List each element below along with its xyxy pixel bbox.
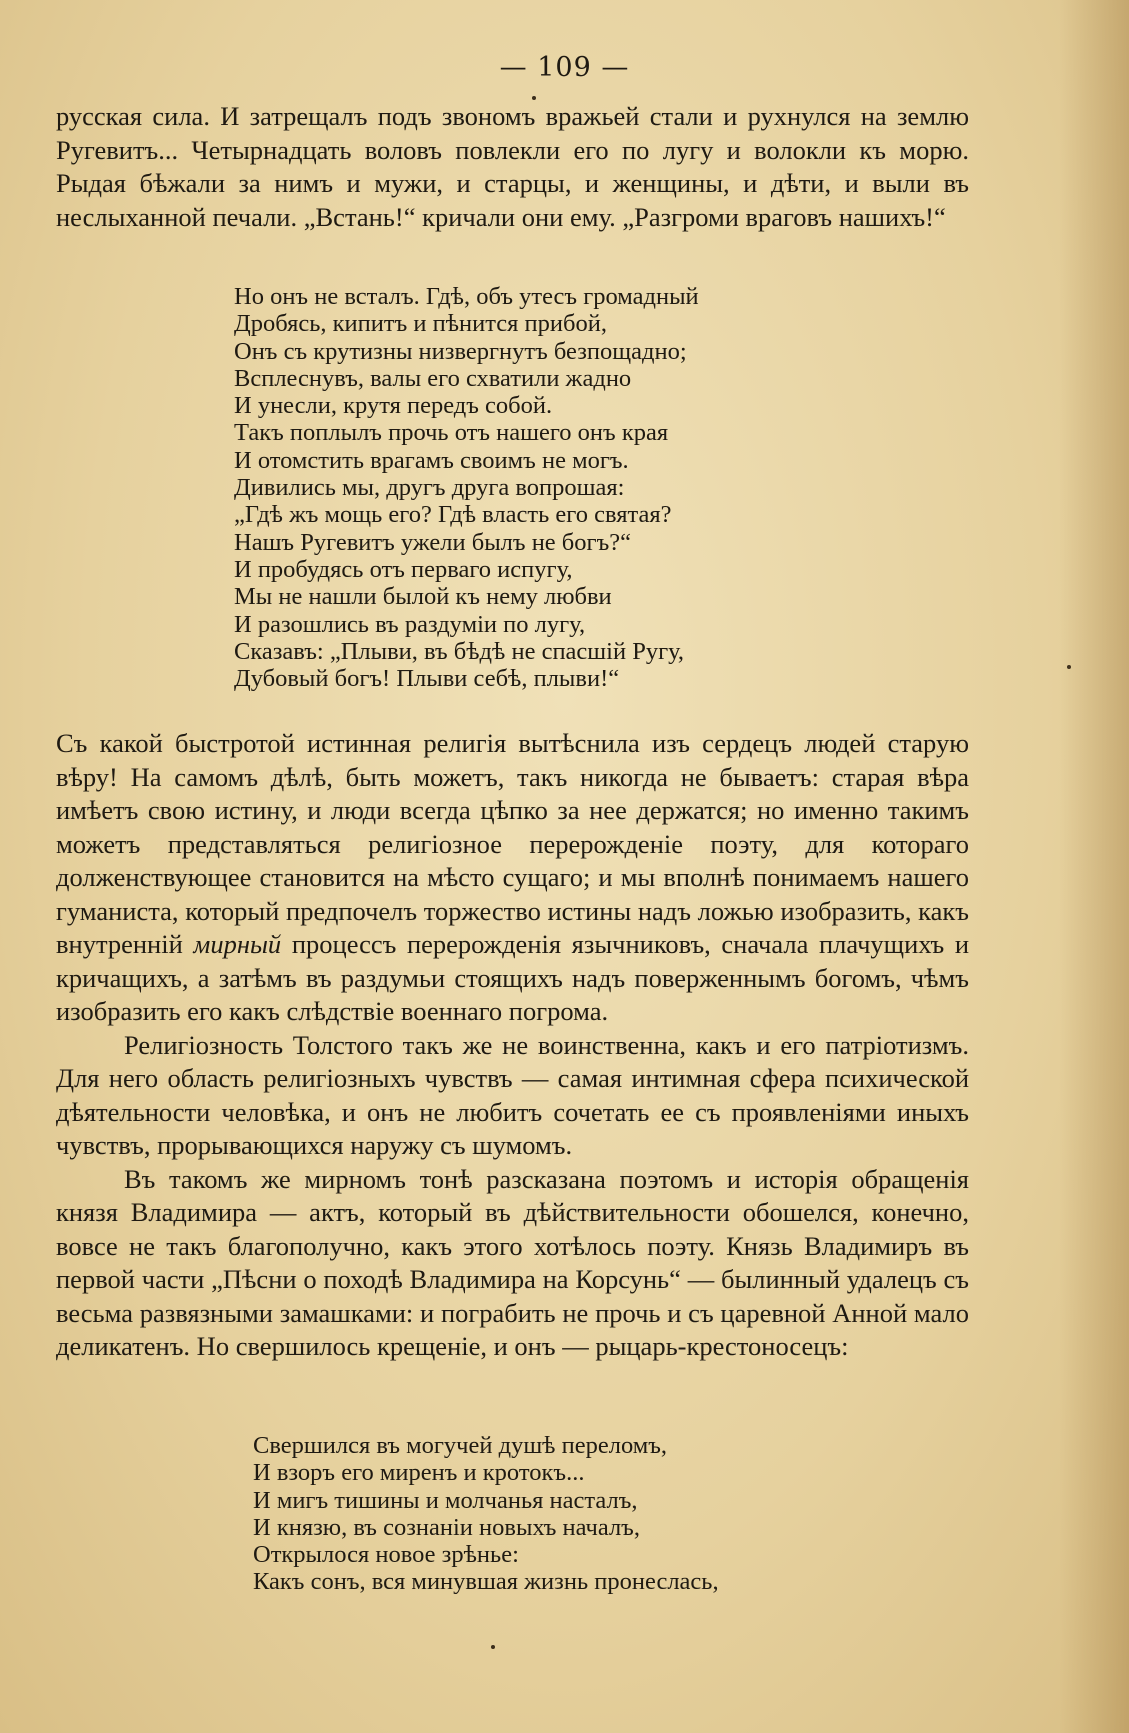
verse-line: Нашъ Ругевитъ ужели былъ не богъ?“ [234, 528, 631, 556]
verse-ruguevit [234, 283, 699, 692]
verse-line: Какъ сонъ, вся минувшая жизнь пронеслась, [253, 1568, 719, 1596]
ink-speck [491, 1645, 495, 1649]
verse-line: И разошлись въ раздумiи по лугу, [234, 610, 586, 638]
page-number: — 109 — [499, 52, 630, 83]
ink-speck [1067, 665, 1071, 669]
verse-line: Дубовый богъ! Плыви себѣ, плыви!“ [234, 665, 620, 693]
verse-line: Открылося новое зрѣнье: [253, 1541, 519, 1569]
verse-line: Онъ съ крутизны низвергнутъ безпощадно; [234, 337, 687, 365]
verse-line: Такъ поплылъ прочь отъ нашего онъ края [234, 419, 669, 447]
verse-vladimir [253, 1432, 719, 1596]
verse-line: Свершился въ могучей душѣ переломъ, [253, 1432, 668, 1459]
paragraph-4: Въ такомъ же мирномъ тонѣ разсказана поэтомъ и исторiя обращенiя князя Владимира — актъ, который въ дѣйствительности обошелся, конечно, вовсе не такъ благополучно, какъ этого хотѣлось поэту. Князь Владимиръ въ первой части „Пѣсни о походѣ Владимира на Корсунь“ — былинный удалецъ съ весьма развязными замашками: и пограбить не прочь и съ царевной Анной мало деликатенъ. Но свершилось крещенiе, и онъ — рыцарь-крестоносецъ: [56, 1163, 969, 1361]
verse-line: Сказавъ: „Плыви, въ бѣдѣ не спасшiй Ругу, [234, 637, 685, 665]
paragraph-3: Религiозность Толстого такъ же не воинственна, какъ и его патрiотизмъ. Для него область религiозныхъ чувствъ — самая интимная сфера психической дѣятельности человѣка, и онъ не любитъ сочетать ее съ проявленiями иныхъ чувствъ, прорывающихся наружу съ шумомъ. [56, 1029, 969, 1160]
paragraph-2 [56, 727, 969, 1029]
verse-line: Дробясь, кипитъ и пѣнится прибой, [234, 310, 607, 338]
paragraph-2-text: Съ какой быстротой истинная религiя вытѣснила изъ сердецъ людей старую вѣру! На самомъ дѣлѣ, быть можетъ, такъ никогда не бываетъ: старая вѣра имѣетъ свою истину, и люди всегда цѣпко за нее держатся; но именно такимъ можетъ представляться религiозное перерожденiе поэту, для котораго долженствующее становится на мѣсто сущаго; и мы вполнѣ понимаемъ нашего гуманиста, который предпочелъ торжество истины надъ ложью изобразить, какъ внутреннiй [56, 728, 969, 959]
text-block-middle [56, 727, 969, 1364]
verse-line: И князю, въ сознанiи новыхъ началъ, [253, 1513, 640, 1541]
verse-line: Но онъ не всталъ. Гдѣ, объ утесъ громадный [234, 283, 699, 310]
verse-line: „Гдѣ жъ мощь его? Гдѣ власть его святая? [234, 501, 672, 529]
verse-line: И мигъ тишины и молчанья насталъ, [253, 1486, 638, 1514]
text-block-top [56, 100, 969, 234]
verse-line: Дивились мы, другъ друга вопрошая: [234, 474, 625, 502]
ink-speck [532, 96, 536, 100]
verse-line: И взоръ его миренъ и кротокъ... [253, 1459, 585, 1487]
verse-line: Всплеснувъ, валы его схватили жадно [234, 364, 632, 392]
paragraph-2-text-cont: процессъ перерожденiя язычниковъ, сначала плачущихъ и кричащихъ, а затѣмъ въ раздумьи стоящихъ надъ поверженнымъ богомъ, чѣмъ изобразить его какъ слѣдствiе военнаго погрома. [56, 929, 970, 1026]
paragraph-1: русская сила. И затрещалъ подъ звономъ вражьей стали и рухнулся на землю Ругевитъ... Четырнадцать воловъ повлекли его по лугу и волокли къ морю. Рыдая бѣжали за нимъ и мужи, и старцы, и женщины, и дѣти, и выли въ неслыханной печали. „Встань!“ кричали они ему. „Разгроми враговъ нашихъ!“ [56, 101, 969, 232]
verse-line: И пробудясь отъ перваго испугу, [234, 555, 573, 583]
verse-line: Мы не нашли былой къ нему любви [234, 583, 612, 611]
emphasis-mirny: мирный [193, 929, 282, 959]
verse-line: И отомстить врагамъ своимъ не могъ. [234, 446, 629, 474]
verse-line: И унесли, крутя передъ собой. [234, 392, 553, 420]
